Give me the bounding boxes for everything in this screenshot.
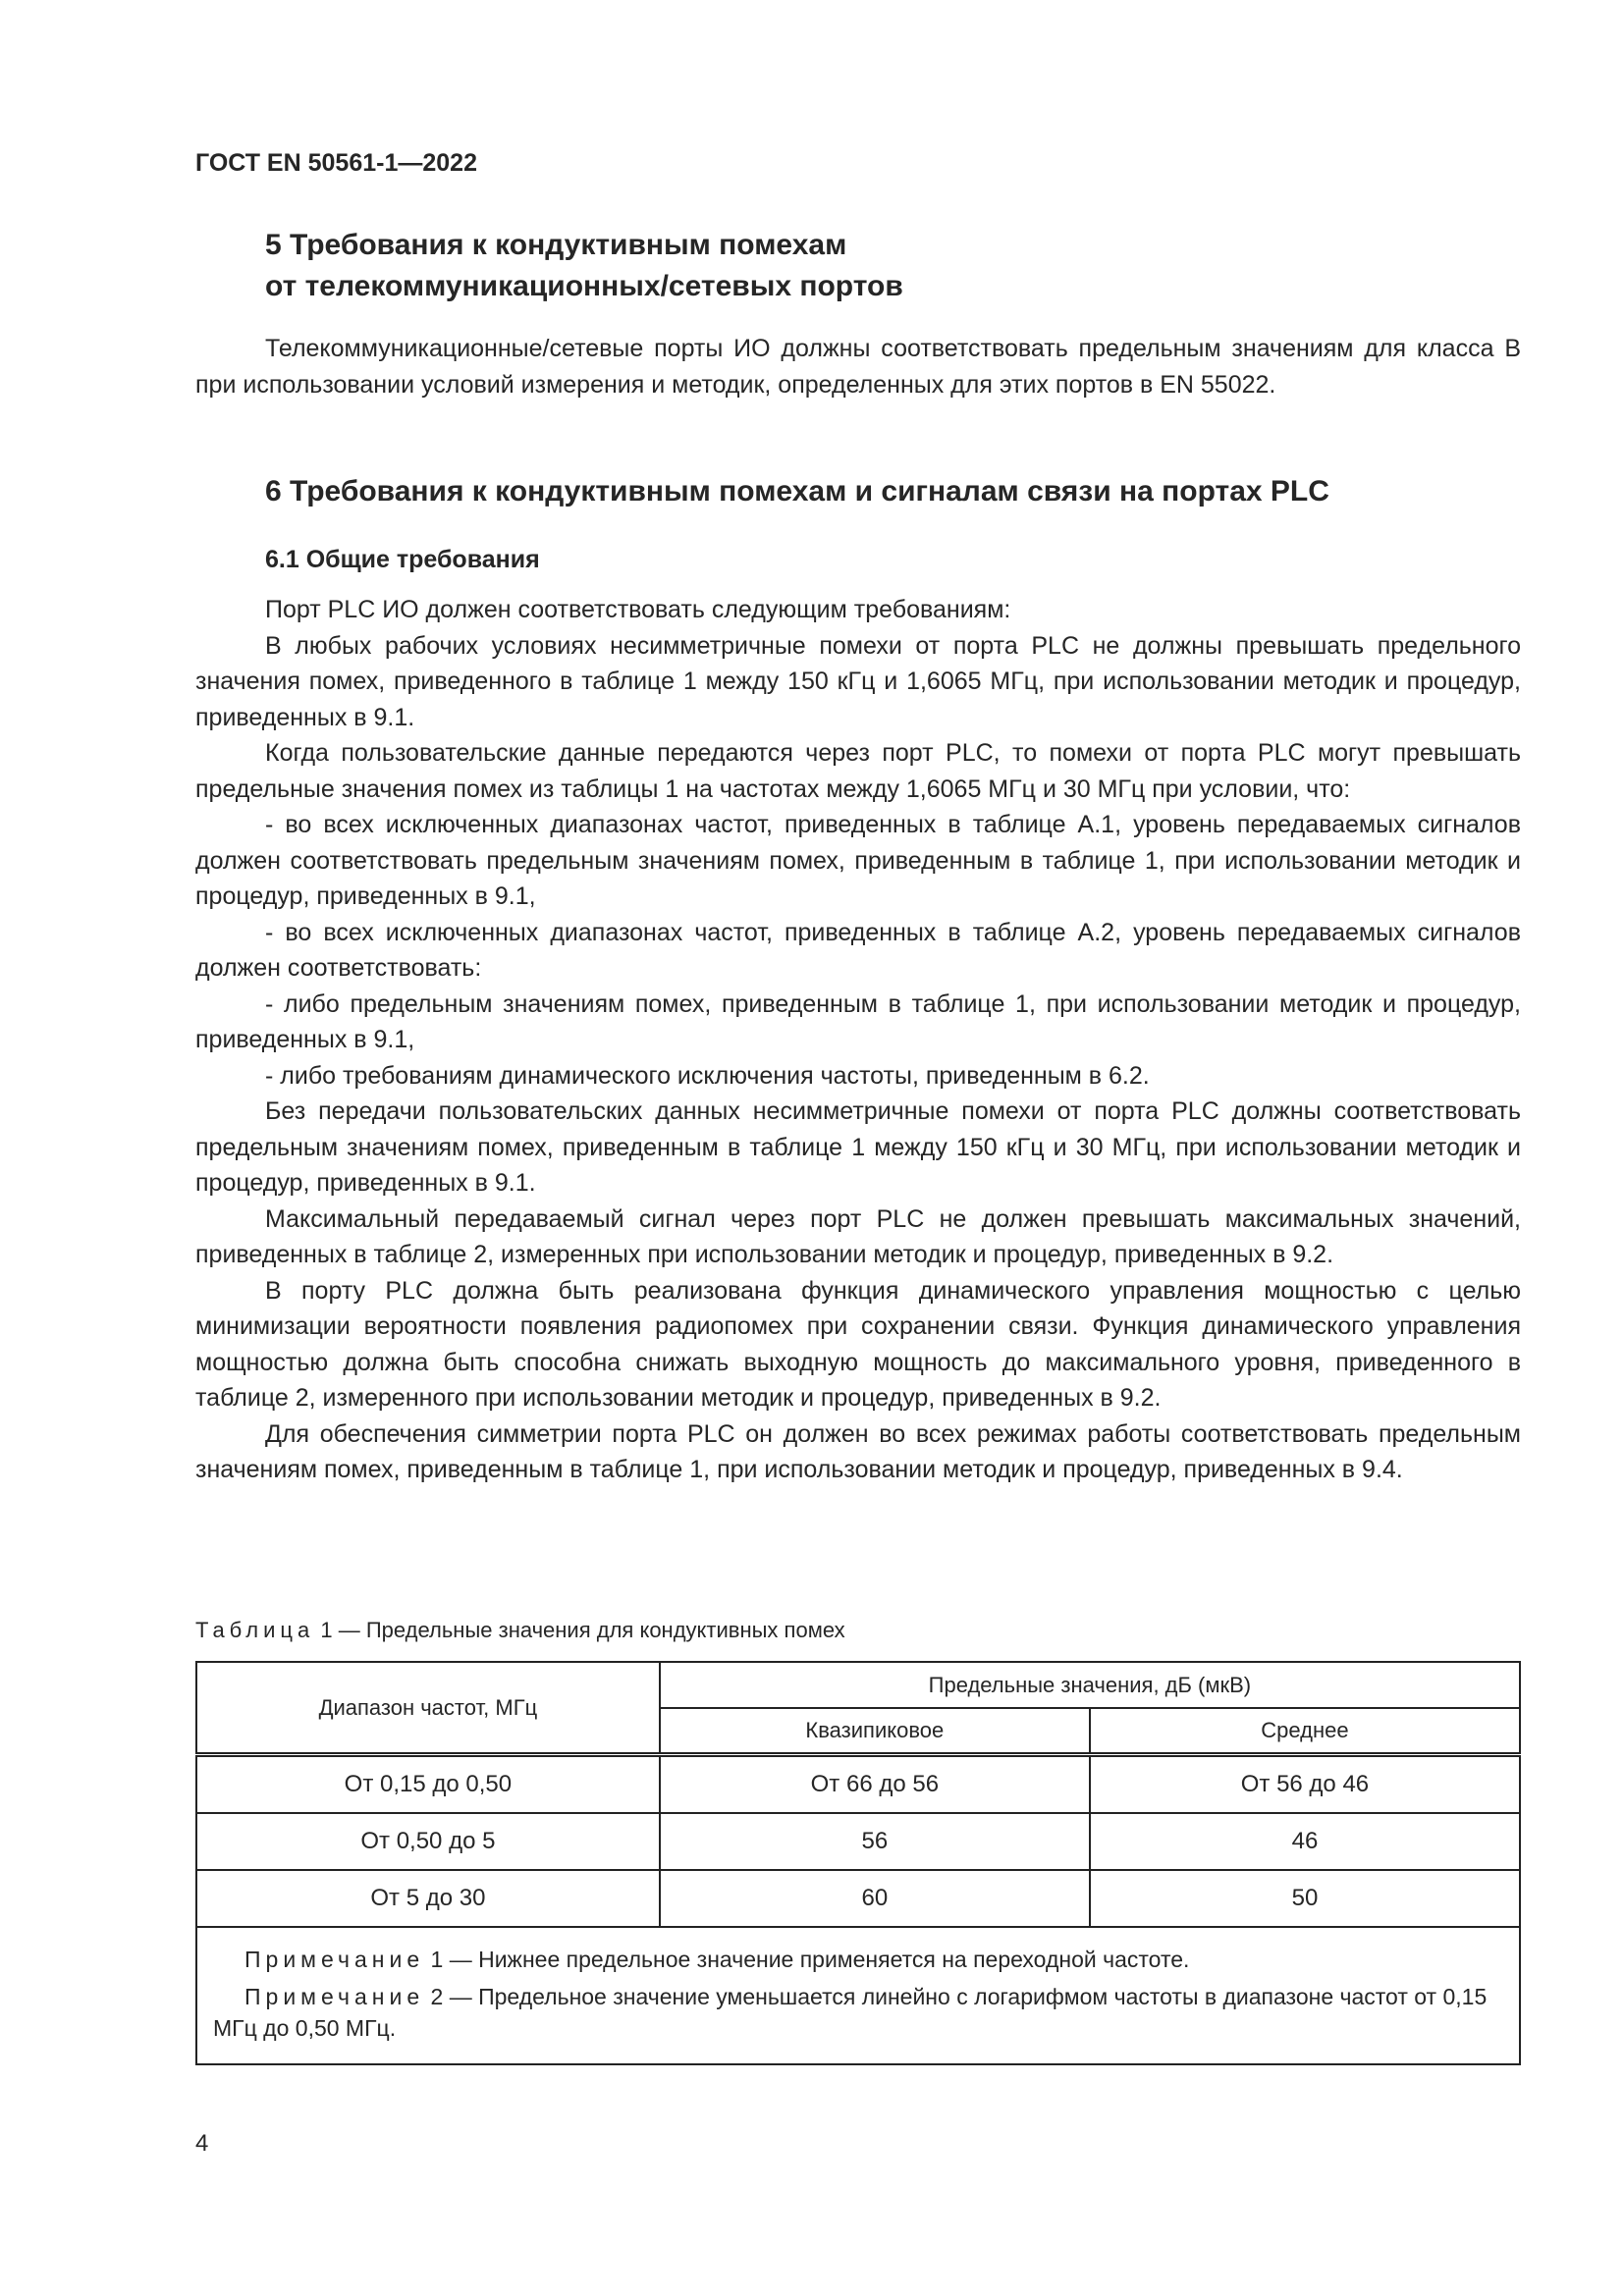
paragraph: Когда пользовательские данные передаются через порт PLC, то помехи от порта PLC могут превышать предельные значения помех из таблицы 1 на частотах между 1,6065 МГц и 30 МГц при условии, что: bbox=[195, 739, 1521, 803]
header-quasi-peak: Квазипиковое bbox=[660, 1708, 1090, 1755]
table-row bbox=[196, 1870, 1520, 1927]
limits-table bbox=[195, 1661, 1521, 2065]
heading-line: 5 Требования к кондуктивным помехам bbox=[265, 229, 847, 261]
page-number: 4 bbox=[195, 2130, 209, 2157]
paragraph: В любых рабочих условиях несимметричные помехи от порта PLC не должны превышать предельного значения помех, приведенного в таблице 1 между 150 кГц и 1,6065 МГц, при использовании методик и процедур, приведенных в 9.1. bbox=[195, 631, 1521, 731]
cell: 46 bbox=[1090, 1813, 1520, 1870]
paragraph: Для обеспечения симметрии порта PLC он должен во всех режимах работы соответствовать предельным значениям помех, приведенным в таблице 1, при использовании методик и процедур, приведенных в 9.4. bbox=[195, 1419, 1521, 1483]
cell: От 0,50 до 5 bbox=[196, 1813, 660, 1870]
heading-line: от телекоммуникационных/сетевых портов bbox=[265, 270, 903, 302]
section-5-heading bbox=[265, 225, 903, 307]
paragraph: Телекоммуникационные/сетевые порты ИО должны соответствовать предельным значениям для класса В при использовании условий измерения и методик, определенных для этих портов в EN 55022. bbox=[195, 335, 1521, 399]
document-header: ГОСТ EN 50561-1—2022 bbox=[195, 149, 477, 177]
cell: От 0,15 до 0,50 bbox=[196, 1755, 660, 1814]
paragraph: - либо предельным значениям помех, приведенным в таблице 1, при использовании методик и процедур, приведенных в 9.1, bbox=[195, 989, 1521, 1053]
cell: 56 bbox=[660, 1813, 1090, 1870]
note-text: 2 — Предельное значение уменьшается линейно с логарифмом частоты в диапазоне частот от 0,15 МГц до 0,50 МГц. bbox=[213, 1984, 1488, 2041]
table-notes bbox=[196, 1927, 1520, 2064]
paragraph: В порту PLC должна быть реализована функция динамического управления мощностью с целью минимизации вероятности появления радиопомех при сохранении связи. Функция динамического управления мощностью должна быть способна снижать выходную мощность до максимального уровня, приведенного в таблице 2, измеренного при использовании методик и процедур, приведенных в 9.2. bbox=[195, 1276, 1521, 1412]
caption-text: 1 — Предельные значения для кондуктивных помех bbox=[320, 1618, 845, 1642]
section-5-text bbox=[195, 331, 1521, 402]
header-limits: Предельные значения, дБ (мкВ) bbox=[660, 1662, 1520, 1708]
note-1 bbox=[213, 1944, 1503, 1975]
paragraph: - во всех исключенных диапазонах частот, приведенных в таблице А.1, уровень передаваемых сигналов должен соответствовать предельным значениям помех, приведенным в таблице 1, при использовании методик и процедур, приведенных в 9.1, bbox=[195, 811, 1521, 910]
note-text: 1 — Нижнее предельное значение применяется на переходной частоте. bbox=[430, 1947, 1190, 1972]
paragraph: Без передачи пользовательских данных несимметричные помехи от порта PLC должны соответствовать предельным значениям помех, приведенным в таблице 1 между 150 кГц и 30 МГц, при использовании методик и процедур, приведенных в 9.1. bbox=[195, 1097, 1521, 1197]
paragraph: Максимальный передаваемый сигнал через порт PLC не должен превышать максимальных значений, приведенных в таблице 2, измеренных при использовании методик и процедур, приведенных в 9.2. bbox=[195, 1204, 1521, 1268]
paragraph: - либо требованиям динамического исключения частоты, приведенным в 6.2. bbox=[265, 1061, 1150, 1090]
table-caption bbox=[195, 1618, 845, 1643]
note-label: Примечание bbox=[244, 1984, 425, 2009]
note-2 bbox=[213, 1981, 1503, 2044]
cell: 50 bbox=[1090, 1870, 1520, 1927]
cell: От 5 до 30 bbox=[196, 1870, 660, 1927]
cell: От 66 до 56 bbox=[660, 1755, 1090, 1814]
header-average: Среднее bbox=[1090, 1708, 1520, 1755]
section-6-heading: 6 Требования к кондуктивным помехам и сигналам связи на портах PLC bbox=[265, 475, 1329, 507]
table-row bbox=[196, 1755, 1520, 1814]
paragraph: - во всех исключенных диапазонах частот, приведенных в таблице А.2, уровень передаваемых сигналов должен соответствовать: bbox=[195, 918, 1521, 982]
paragraph: Порт PLC ИО должен соответствовать следующим требованиям: bbox=[265, 596, 1011, 623]
caption-label: Таблица bbox=[195, 1618, 315, 1642]
note-label: Примечание bbox=[244, 1947, 425, 1972]
cell: От 56 до 46 bbox=[1090, 1755, 1520, 1814]
table-row bbox=[196, 1813, 1520, 1870]
cell: 60 bbox=[660, 1870, 1090, 1927]
section-6-text bbox=[195, 592, 1521, 1488]
header-freq: Диапазон частот, МГц bbox=[196, 1662, 660, 1755]
subsection-6-1-heading: 6.1 Общие требования bbox=[265, 546, 540, 573]
